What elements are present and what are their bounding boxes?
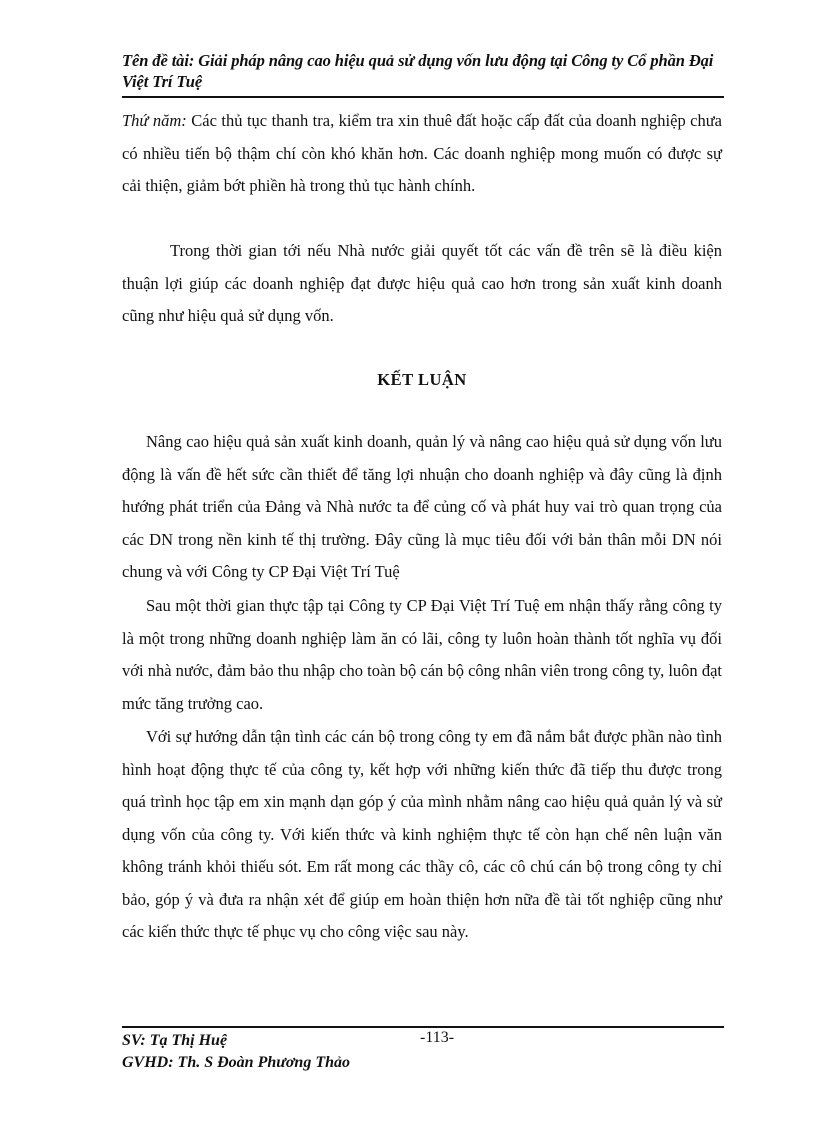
page-header-title: Tên đề tài: Giải pháp nâng cao hiệu quả sử dụng vốn lưu động tại Công ty Cổ phần Đại Việt Trí Tuệ xyxy=(122,51,714,91)
footer-student-name: SV: Tạ Thị Huệ xyxy=(122,1032,228,1049)
conclusion-heading: KẾT LUẬN xyxy=(377,370,467,389)
footer-advisor-name: GVHD: Th. S Đoàn Phương Thảo xyxy=(122,1054,350,1071)
paragraph-fifth-point xyxy=(122,105,722,203)
paragraph-future-outlook: Trong thời gian tới nếu Nhà nước giải quyết tốt các vấn đề trên sẽ là điều kiện thuận lợi giúp các doanh nghiệp đạt được hiệu quả cao hơn trong sản xuất kinh doanh cũng như hiệu quả sử dụng vốn. xyxy=(122,241,722,325)
paragraph-fifth-point-text: Các thủ tục thanh tra, kiểm tra xin thuê đất hoặc cấp đất của doanh nghiệp chưa có nhiều tiến bộ thậm chí còn khó khăn hơn. Các doanh nghiệp mong muốn có được sự cải thiện, giảm bớt phiền hà trong thủ tục hành chính. xyxy=(122,111,723,195)
conclusion-paragraph-3: Với sự hướng dẫn tận tình các cán bộ trong công ty em đã nắm bắt được phần nào tình hình hoạt động thực tế của công ty, kết hợp với những kiến thức đã tiếp thu được trong quá trình học tập em xin mạnh dạn góp ý của mình nhằm nâng cao hiệu quả quản lý và sử dụng vốn của công ty. Với kiến thức và kinh nghiệm thực tế còn hạn chế nên luận văn không tránh khỏi thiếu sót. Em rất mong các thầy cô, các cô chú cán bộ trong công ty chỉ bảo, góp ý và đưa ra nhận xét để giúp em hoàn thiện hơn nữa đề tài tốt nghiệp cũng như các kiến thức thực tế phục vụ cho công việc sau này. xyxy=(122,727,722,941)
conclusion-paragraph-2: Sau một thời gian thực tập tại Công ty CP Đại Việt Trí Tuệ em nhận thấy rằng công ty là một trong những doanh nghiệp làm ăn có lãi, công ty luôn hoàn thành tốt nghĩa vụ đối với nhà nước, đảm bảo thu nhập cho toàn bộ cán bộ công nhân viên trong công ty, luôn đạt mức tăng trưởng cao. xyxy=(122,596,722,713)
conclusion-paragraph-1: Nâng cao hiệu quả sản xuất kinh doanh, quản lý và nâng cao hiệu quả sử dụng vốn lưu động là vấn đề hết sức cần thiết để tăng lợi nhuận cho doanh nghiệp và đây cũng là định hướng phát triển của Đảng và Nhà nước ta để củng cố và phát huy vai trò quan trọng của các DN trong nền kinh tế thị trường. Đây cũng là mục tiêu đối với bản thân mỗi DN nói chung và với Công ty CP Đại Việt Trí Tuệ xyxy=(122,432,722,581)
paragraph-lead-label: Thứ năm: xyxy=(122,111,187,130)
header-divider xyxy=(122,96,724,98)
page-number: -113- xyxy=(420,1029,455,1046)
